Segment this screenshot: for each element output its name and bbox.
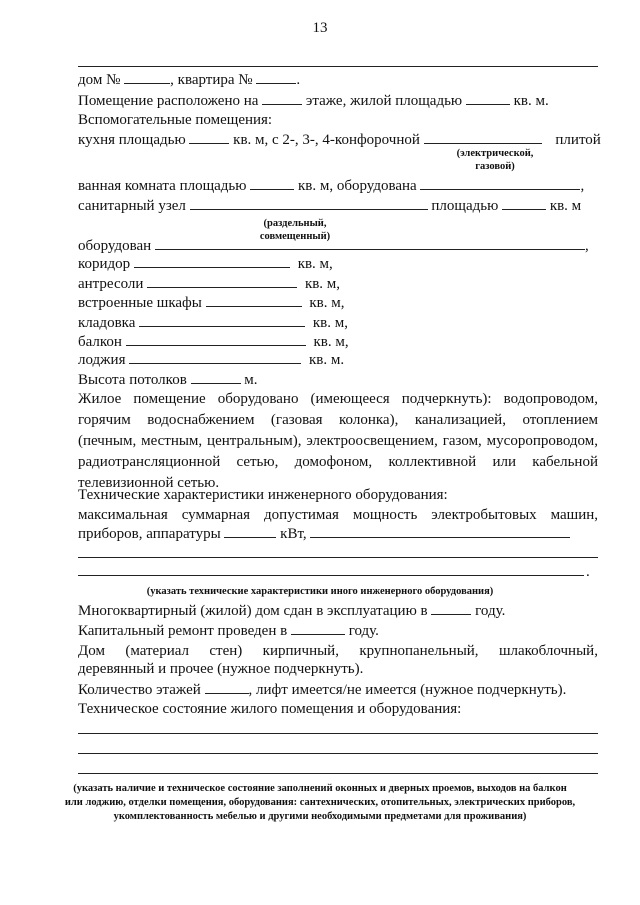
room-unit: кв. м, (309, 295, 345, 311)
bathroom-label: ванная комната площадью (78, 178, 247, 194)
kitchen-label: кухня площадью (78, 132, 186, 148)
toilet-area-field[interactable] (502, 196, 546, 210)
corridor-area-field[interactable] (134, 254, 290, 268)
stove-label: кв. м, с 2-, 3-, 4-конфорочной (233, 132, 420, 148)
equipment-para-line: горячим водоснабжением (газовая колонка), канализацией, отоплением (78, 412, 598, 428)
room-name: антресоли (78, 276, 144, 292)
ceiling-line (78, 370, 598, 390)
toilet-area-unit: кв. м (549, 198, 582, 214)
toilet-type-field[interactable] (190, 196, 428, 210)
bathroom-equipped-label: кв. м, оборудована (297, 178, 417, 194)
bathroom-line (78, 176, 598, 196)
floor-line (78, 91, 598, 111)
toilet-type-hint: (раздельный, совмещенный) (259, 218, 331, 242)
toilet-area-label: площадью (431, 198, 499, 214)
apartment-number-field[interactable] (256, 70, 296, 84)
room-unit: кв. м, (313, 334, 349, 350)
walls-word: Дом (78, 643, 105, 659)
house-label: дом № (78, 72, 121, 88)
power-label: приборов, аппаратуры (78, 526, 221, 542)
stove-type-field[interactable] (424, 130, 542, 144)
room-built-in-closets (78, 293, 598, 313)
power-line: максимальная суммарная допустимая мощность электробытовых машин, (78, 507, 598, 523)
room-name: лоджия (78, 352, 126, 368)
ceiling-label: Высота потолков (78, 372, 187, 388)
condition-hint: укомплектованность мебелью и другими необходимыми предметами для проживания) (113, 811, 527, 822)
commissioned-unit: году. (475, 603, 506, 619)
power-unit: кВт, (280, 526, 307, 542)
bathroom-area-field[interactable] (250, 176, 294, 190)
toilet-line (78, 196, 598, 216)
other-equipment-hint: (указать технические характеристики иного инженерного оборудования) (146, 586, 494, 597)
repair-line (78, 621, 598, 641)
page-number: 13 (312, 20, 328, 36)
closets-area-field[interactable] (206, 293, 302, 307)
aux-rooms-heading: Вспомогательные помещения: (78, 112, 273, 128)
other-equipment-end: . (586, 564, 590, 580)
apartment-label: , квартира № (170, 72, 253, 88)
walls-option: кирпичный, (262, 643, 339, 659)
condition-heading: Техническое состояние жилого помещения и оборудования: (78, 701, 462, 717)
room-loggia (78, 350, 598, 370)
toilet-label: санитарный узел (78, 198, 186, 214)
toilet-equipped-end: , (584, 238, 589, 254)
house-number-field[interactable] (124, 70, 170, 84)
room-unit: кв. м, (304, 276, 341, 292)
elevator-label: , лифт имеется/не имеется (нужное подчеркнуть). (248, 682, 567, 698)
room-corridor (78, 254, 598, 274)
room-unit: кв. м. (308, 352, 345, 368)
repair-label: Капитальный ремонт проведен в (78, 623, 288, 639)
walls-word: (материал (125, 643, 189, 659)
mezzanine-area-field[interactable] (147, 274, 297, 288)
room-name: встроенные шкафы (78, 295, 202, 311)
loggia-area-field[interactable] (129, 350, 301, 364)
commissioned-line (78, 601, 598, 621)
room-name: коридор (78, 256, 131, 272)
power-extra-field[interactable] (310, 524, 570, 538)
power-field[interactable] (224, 524, 276, 538)
bathroom-line-end: , (580, 178, 585, 194)
living-area-unit: кв. м. (513, 93, 549, 109)
condition-field[interactable] (78, 773, 598, 774)
floors-count-field[interactable] (205, 680, 249, 694)
stove-label-end: плитой (555, 132, 601, 148)
repair-year-field[interactable] (291, 621, 345, 635)
house-line (78, 70, 598, 90)
storeroom-area-field[interactable] (139, 313, 305, 327)
toilet-equipped-label: оборудован (78, 238, 152, 254)
condition-field[interactable] (78, 733, 598, 734)
room-mezzanine (78, 274, 598, 294)
bathroom-equipment-field[interactable] (420, 176, 580, 190)
room-unit: кв. м, (297, 256, 333, 272)
room-unit: кв. м, (312, 315, 348, 331)
power-value-line (78, 524, 598, 544)
commissioned-label: Многоквартирный (жилой) дом сдан в эксплуатацию в (78, 603, 428, 619)
floor-field[interactable] (262, 91, 302, 105)
room-balcony (78, 332, 598, 352)
floor-label: Помещение расположено на (78, 93, 259, 109)
floors-label: Количество этажей (78, 682, 201, 698)
equipment-para-line: Жилое помещение оборудовано (имеющееся подчеркнуть): водопроводом, (78, 391, 598, 407)
toilet-equipment-field[interactable] (155, 236, 585, 250)
balcony-area-field[interactable] (126, 332, 306, 346)
top-rule (78, 66, 598, 67)
commissioned-year-field[interactable] (431, 601, 471, 615)
walls-option: крупнопанельный, (359, 643, 479, 659)
equipment-para-line: радиотрансляционной сетью, домофоном, коллективной или кабельной (78, 454, 598, 470)
room-storeroom (78, 313, 598, 333)
tech-heading: Технические характеристики инженерного оборудования: (78, 487, 448, 503)
equipment-para-line: (печным, местным, центральным), электроосвещением, газом, мусоропроводом, (78, 433, 598, 449)
ceiling-unit: м. (244, 372, 258, 388)
walls-option: шлакоблочный, (498, 643, 598, 659)
room-name: балкон (78, 334, 122, 350)
other-equipment-field[interactable] (78, 575, 584, 576)
walls-line (78, 642, 598, 661)
stove-type-hint: (электрической, газовой) (456, 148, 534, 172)
house-line-end: . (296, 72, 301, 88)
living-area-label: этаже, жилой площадью (305, 93, 463, 109)
repair-unit: году. (348, 623, 379, 639)
floors-line (78, 680, 598, 700)
walls-word: стен) (209, 643, 243, 659)
toilet-equipped-line (78, 236, 598, 256)
condition-hint: или лоджию, отделки помещения, оборудования: сантехнических, отопительных, электрических приборов, (64, 797, 576, 808)
ceiling-height-field[interactable] (191, 370, 241, 384)
room-name: кладовка (78, 315, 136, 331)
condition-field[interactable] (78, 753, 598, 754)
living-area-field[interactable] (466, 91, 510, 105)
condition-hint: (указать наличие и техническое состояние заполнений оконных и дверных проемов, выходов на балкон (73, 783, 567, 794)
kitchen-area-field[interactable] (189, 130, 229, 144)
other-equipment-field[interactable] (78, 557, 598, 558)
equipment-para-line: телевизионной сетью. (78, 475, 220, 491)
walls-line-2: деревянный и прочее (нужное подчеркнуть). (78, 661, 364, 677)
